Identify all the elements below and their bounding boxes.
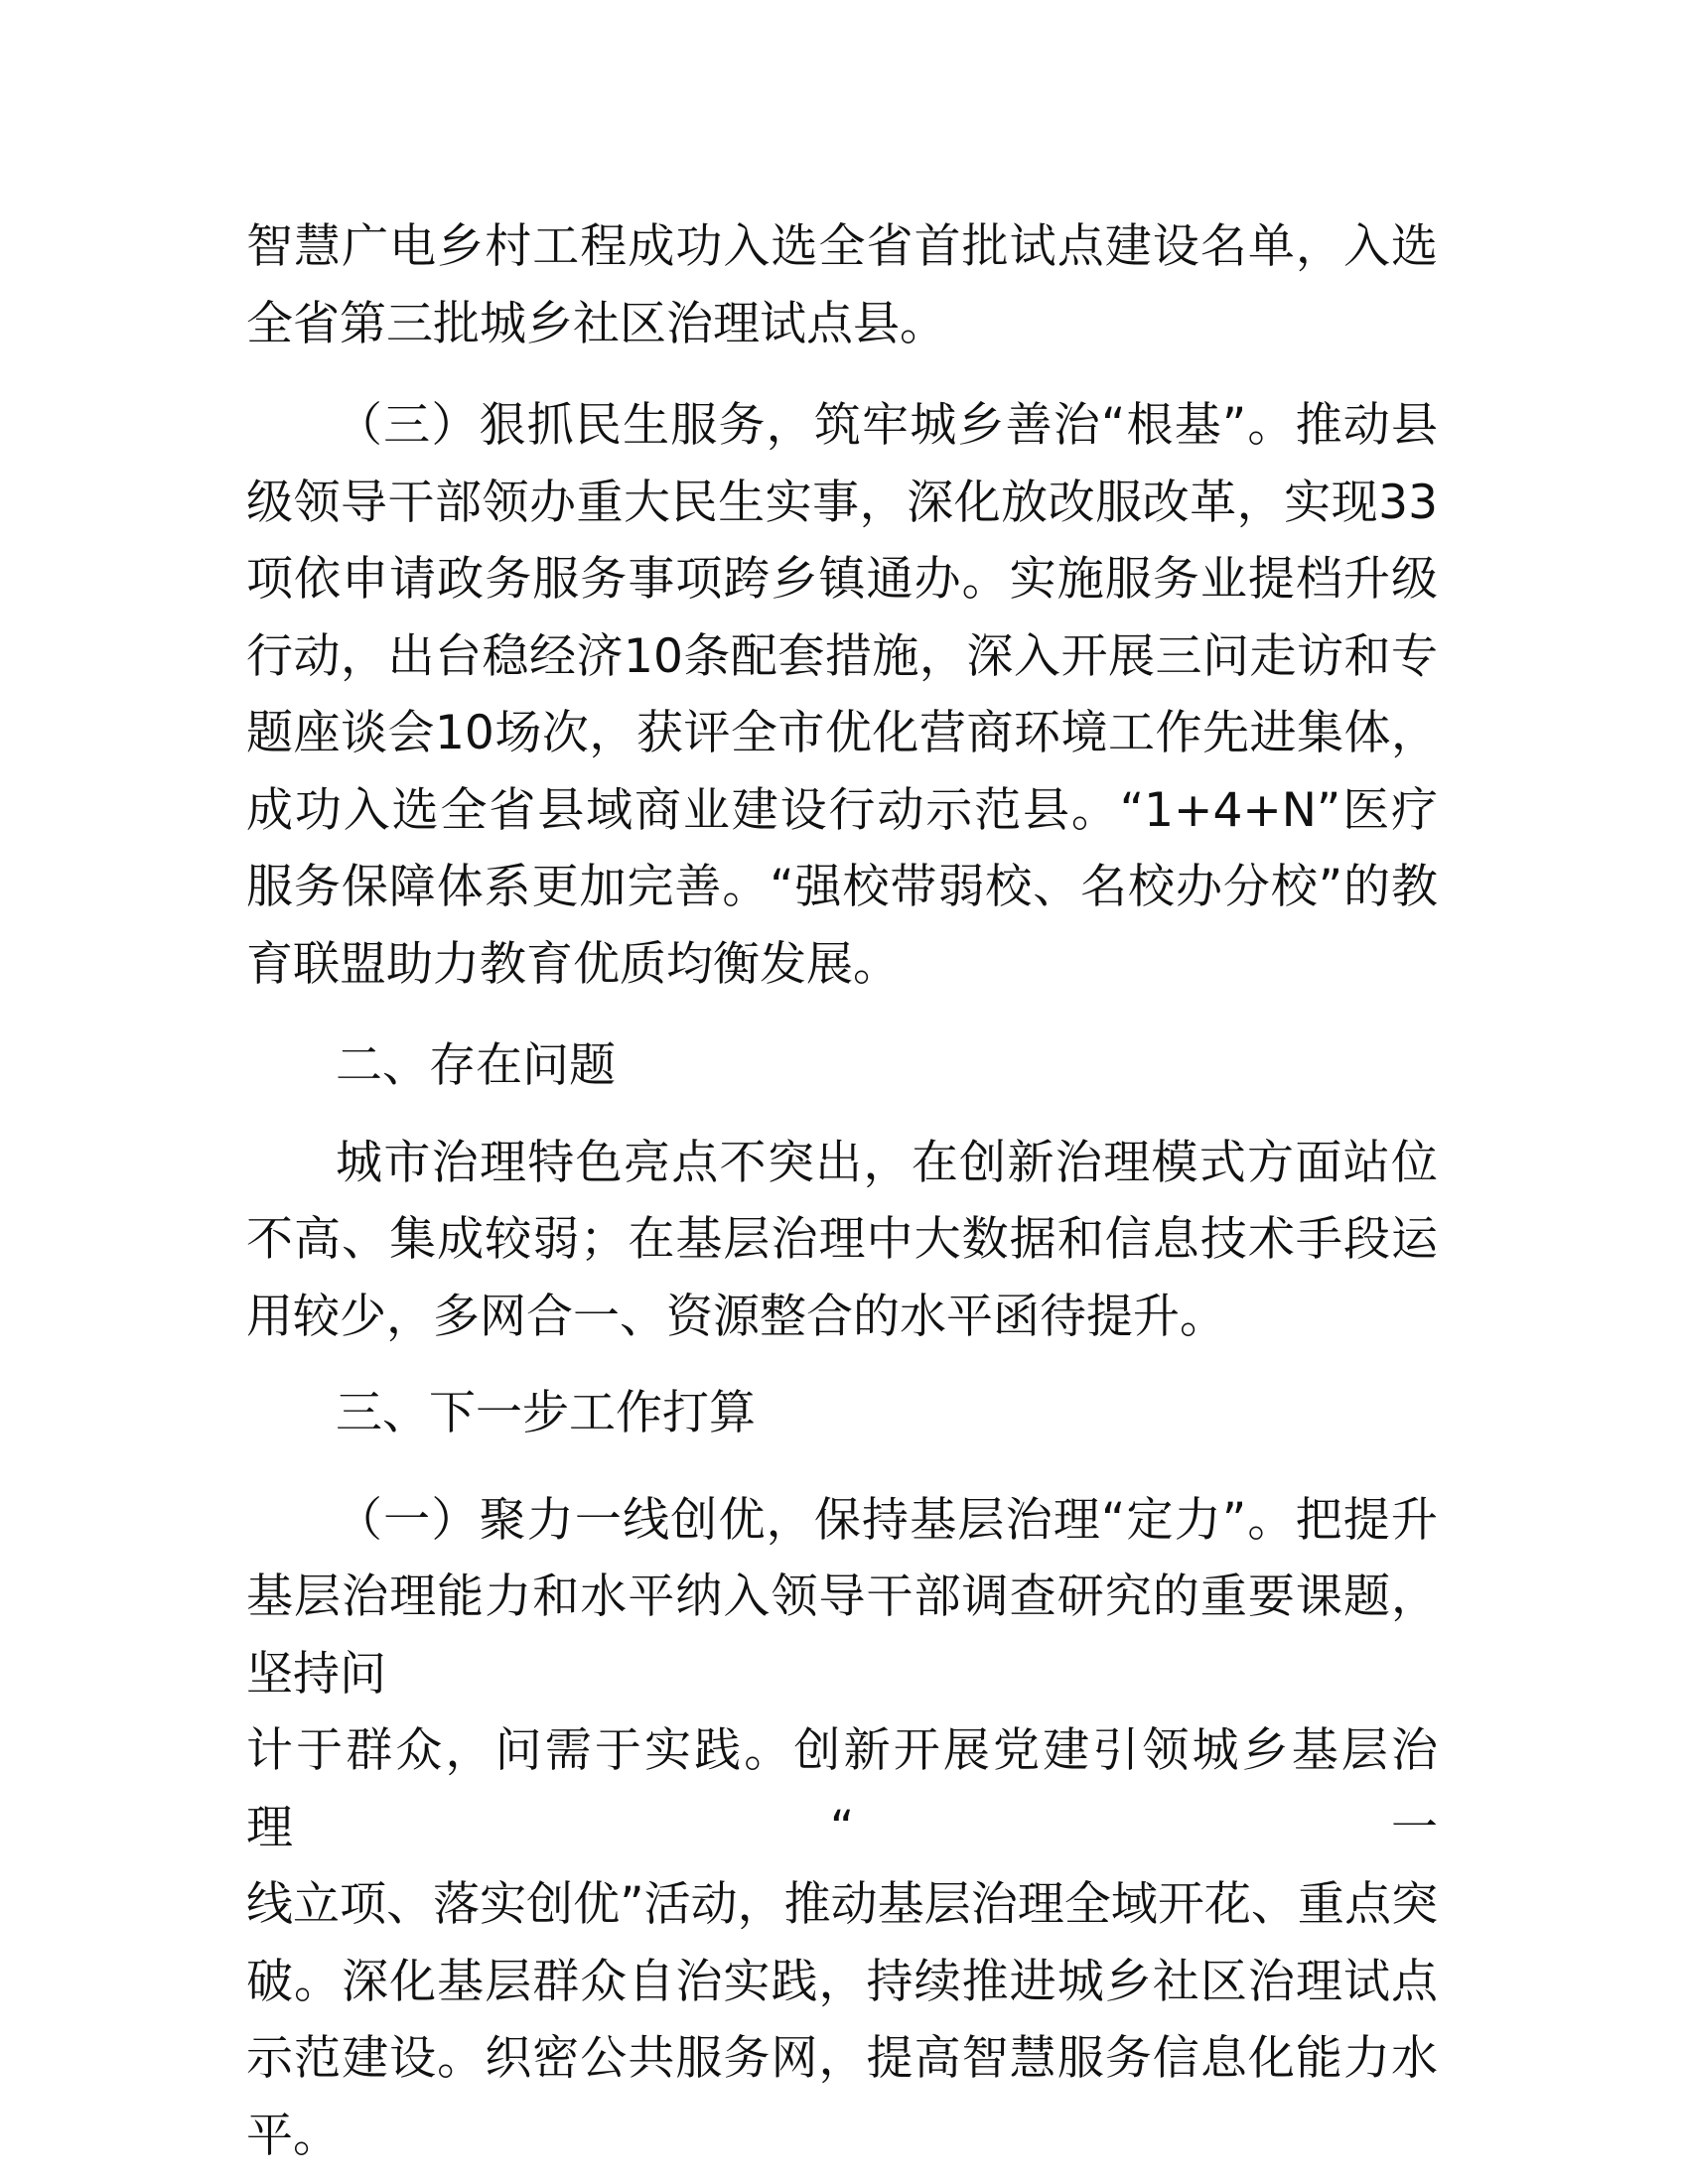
heading-next-steps: 三、下一步工作打算	[336, 1386, 756, 1440]
paragraph-frontline-excellence	[246, 1482, 1438, 2175]
paragraph-problems: 城市治理特色亮点不突出，在创新治理模式方面站位不高、集成较弱；在基层治理中大数据和信息技术手段运用较少，多网合一、资源整合的水平函待提升。	[246, 1135, 1438, 1344]
paragraph-line: 计于群众，问需于实践。创新开展党建引领城乡基层治理“一	[246, 1723, 1438, 1855]
heading-existing-problems: 二、存在问题	[336, 1038, 616, 1093]
paragraph-line: 线立项、落实创优”活动，推动基层治理全域开花、重点突破。深化基层群众自治实践，持续推进城乡社区治理试点示范建设。织密公共服务网，提高智慧服务信息化能力水平。	[246, 1877, 1438, 2163]
document-page	[246, 208, 1438, 2174]
paragraph-continued: 智慧广电乡村工程成功入选全省首批试点建设名单，入选全省第三批城乡社区治理试点县。	[246, 219, 1438, 351]
paragraph-line: （一）聚力一线创优，保持基层治理“定力”。把提升基层治理能力和水平纳入领导干部调查研究的重要课题，坚持问	[246, 1492, 1438, 1702]
paragraph-livelihood-services: （三）狠抓民生服务，筑牢城乡善治“根基”。推动县级领导干部领办重大民生实事，深化放改服改革，实现33项依申请政务服务事项跨乡镇通办。实施服务业提档升级行动，出台稳经济10条配套措施，深入开展三问走访和专题座谈会10场次，获评全市优化营商环境工作先进集体，成功入选全省县域商业建设行动示范县。“1+4+N”医疗服务保障体系更加完善。“强校带弱校、名校办分校”的教育联盟助力教育优质均衡发展。	[246, 398, 1438, 992]
